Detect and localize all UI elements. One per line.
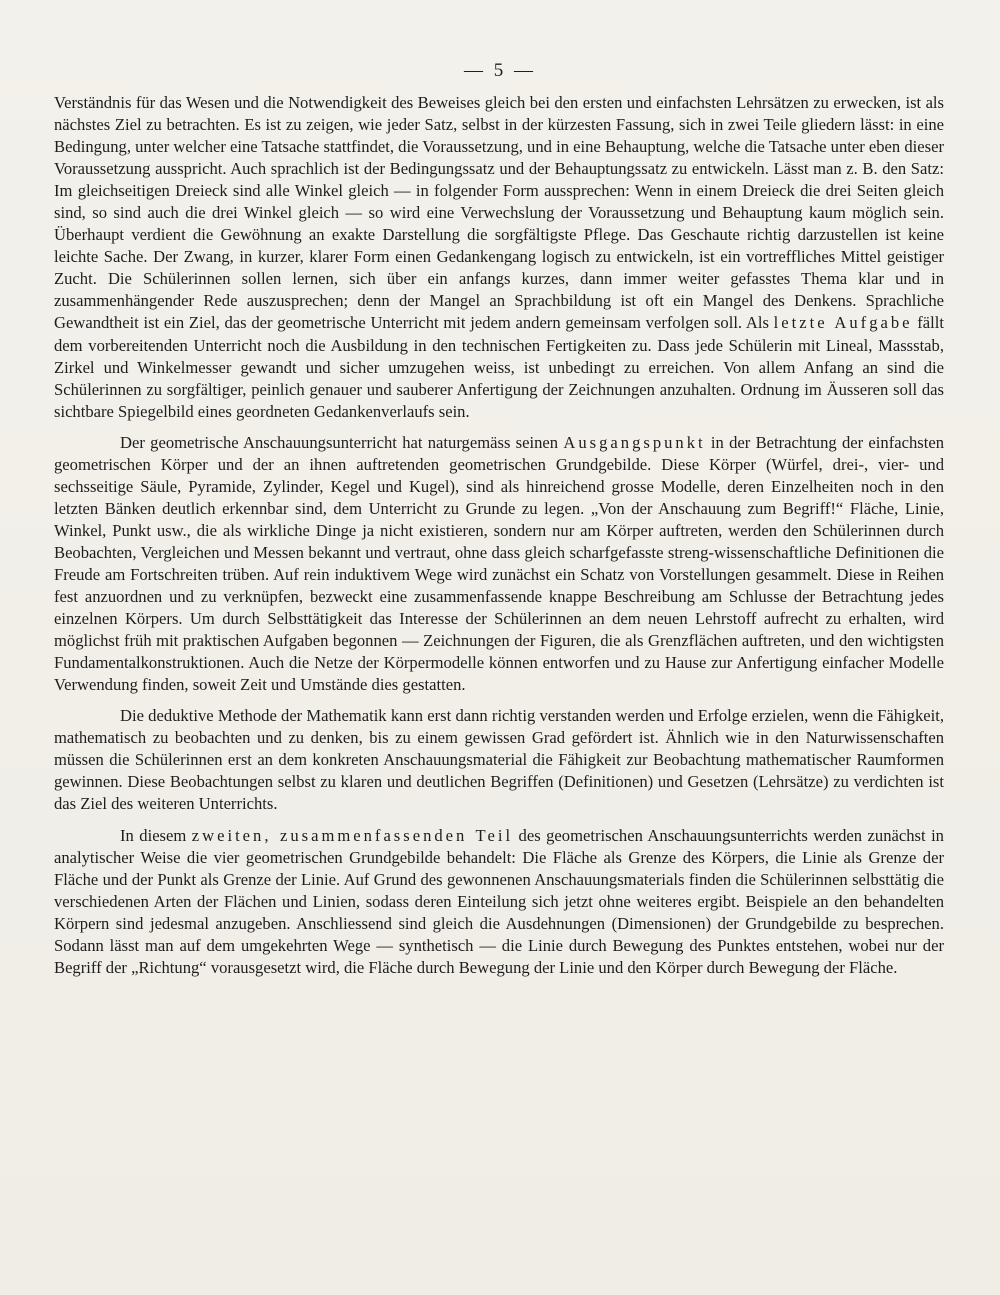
paragraph-text: fällt dem vorbereitenden Unterricht noch die Ausbildung in den technischen Fertigkeiten zu. Dass jede Schülerin mit Lineal, Massstab, Zirkel und Winkelmesser gewandt und sicher umzugehen weiss, ist unbedingt zu erreichen. Von allem Anfang an sind die Schülerinnen zu sorgfältiger, peinlich genauer und sauberer Anfertigung der Zeichnungen anzuhalten. Ordnung im Äusseren soll das sichtbare Spiegelbild eines geordneten Gedankenverlaufs sein. (54, 313, 944, 421)
paragraph-text: des geometrischen Anschauungsunterrichts werden zunächst in analytischer Weise die vier geometrischen Grundgebilde behandelt: Die Fläche als Grenze des Körpers, die Linie als Grenze der Fläche und der Punkt als Grenze der Linie. Auf Grund des gewonnenen Anschauungsmaterials finden die Schülerinnen selbsttätig die verschiedenen Arten der Flächen und Linien, sodass deren Einteilung sich jetzt ohne weiteres ergibt. Beispiele an den behandelten Körpern sind jedesmal anzugeben. Anschliessend sind gleich die Ausdehnungen (Dimensionen) der Grundgebilde zu besprechen. Sodann lässt man auf dem umgekehrten Wege — synthetisch — die Linie durch Bewegung des Punktes entstehen, wobei nur der Begriff der „Richtung“ vorausgesetzt wird, die Fläche durch Bewegung der Linie und den Körper durch Bewegung der Fläche. (54, 825, 944, 977)
paragraph-zweiter-teil (54, 825, 944, 979)
paragraph-text: Der geometrische Anschauungsunterricht hat naturgemäss seinen (120, 432, 564, 452)
page-number: — 5 — (464, 60, 536, 81)
paragraph-deduktive-methode (54, 705, 944, 815)
emphasis-ausgangspunkt: Ausgangspunkt (563, 432, 706, 452)
paragraph-text: Die deduktive Methode der Mathematik kann erst dann richtig verstanden werden und Erfolge erzielen, wenn die Fähigkeit, mathematisch zu beobachten und zu denken, bis zu einem gewissen Grad gefördert ist. Ähnlich wie in den Naturwissenschaften müssen die Schülerinnen erst an dem konkreten Anschauungsmaterial die Fähigkeit zur Beobachtung mathematischer Raumformen gewinnen. Diese Beobachtungen selbst zu klaren und deutlichen Begriffen (Definitionen) und Gesetzen (Lehrsätze) zu verdichten ist das Ziel des weiteren Unterrichts. (54, 706, 944, 814)
paragraph-text: In diesem (120, 825, 192, 845)
paragraph-anschauungsunterricht (54, 432, 944, 697)
emphasis-letzte-aufgabe: letzte Aufgabe (773, 313, 913, 333)
paragraph-text: in der Betrachtung der einfachsten geometrischen Körper und der an ihnen auftretenden geometrischen Grundgebilde. Diese Körper (Würfel, drei-, vier- und sechsseitige Säule, Pyramide, Zylinder, Kegel und Kugel), sind als hinreichend grosse Modelle, deren Einzelheiten noch in den letzten Bänken deutlich erkennbar sind, dem Unterricht zu Grunde zu legen. „Von der Anschauung zum Begriff!“ Fläche, Linie, Winkel, Punkt usw., die als wirkliche Dinge ja nicht existieren, sondern nur am Körper auftreten, werden den Schülerinnen durch Beobachten, Vergleichen und Messen bekannt und vertraut, ohne dass gleich scharfgefasste streng-wissenschaftliche Definitionen die Freude am Fortschreiten trüben. Auf rein induktivem Wege wird zunächst ein Schatz von Vorstellungen gesammelt. Diese in Reihen fest anzuordnen und zu verknüpfen, bezweckt eine zusammenfassende knappe Beschreibung am Schlusse der Betrachtung jedes einzelnen Körpers. Um durch Selbsttätigkeit das Interesse der Schülerinnen an dem neuen Lehrstoff aufrecht zu erhalten, wird möglichst früh mit praktischen Aufgaben begonnen — Zeichnungen der Figuren, die als Grenzflächen auftreten, und den wichtigsten Fundamentalkonstruktionen. Auch die Netze der Körpermodelle können entworfen und zu Hause zur Anfertigung einfacher Modelle Verwendung finden, soweit Zeit und Umstände dies gestatten. (54, 432, 944, 695)
paragraph-text: Verständnis für das Wesen und die Notwendigkeit des Beweises gleich bei den ersten und einfachsten Lehrsätzen zu erwecken, ist als nächstes Ziel zu betrachten. Es ist zu zeigen, wie jeder Satz, selbst in der kürzesten Fassung, sich in zwei Teile gliedern lässt: in eine Bedingung, unter welcher eine Tatsache stattfindet, die Voraussetzung, und in eine Behauptung, welche die Tatsache unter eben dieser Voraussetzung ausspricht. Auch sprachlich ist der Bedingungssatz und der Behauptungssatz zu entwickeln. Lässt man z. B. den Satz: Im gleichseitigen Dreieck sind alle Winkel gleich — in folgender Form aussprechen: Wenn in einem Dreieck die drei Seiten gleich sind, so sind auch die drei Winkel gleich — so wird eine Verwechslung der Voraussetzung und Behauptung kaum möglich sein. Überhaupt verdient die Gewöhnung an exakte Darstellung die sorgfältigste Pflege. Das Geschaute richtig darzustellen ist keine leichte Sache. Der Zwang, in kurzer, klarer Form einen Gedankengang logisch zu entwickeln, ist ein vortreffliches Mittel geistiger Zucht. Die Schülerinnen sollen lernen, sich über ein anfangs kurzes, dann immer weiter gefasstes Thema klar und in zusammenhängender Rede auszusprechen; denn der Mangel an Sprachbildung ist oft ein Mangel des Denkens. Sprachliche Gewandtheit ist ein Ziel, das der geometrische Unterricht mit jedem andern gemeinsam verfolgen soll. Als (54, 93, 944, 333)
body-text (54, 92, 944, 979)
emphasis-zweiter-teil: zweiten, zusammenfassenden Teil (191, 825, 514, 845)
paragraph-proof-and-technique (54, 92, 944, 423)
